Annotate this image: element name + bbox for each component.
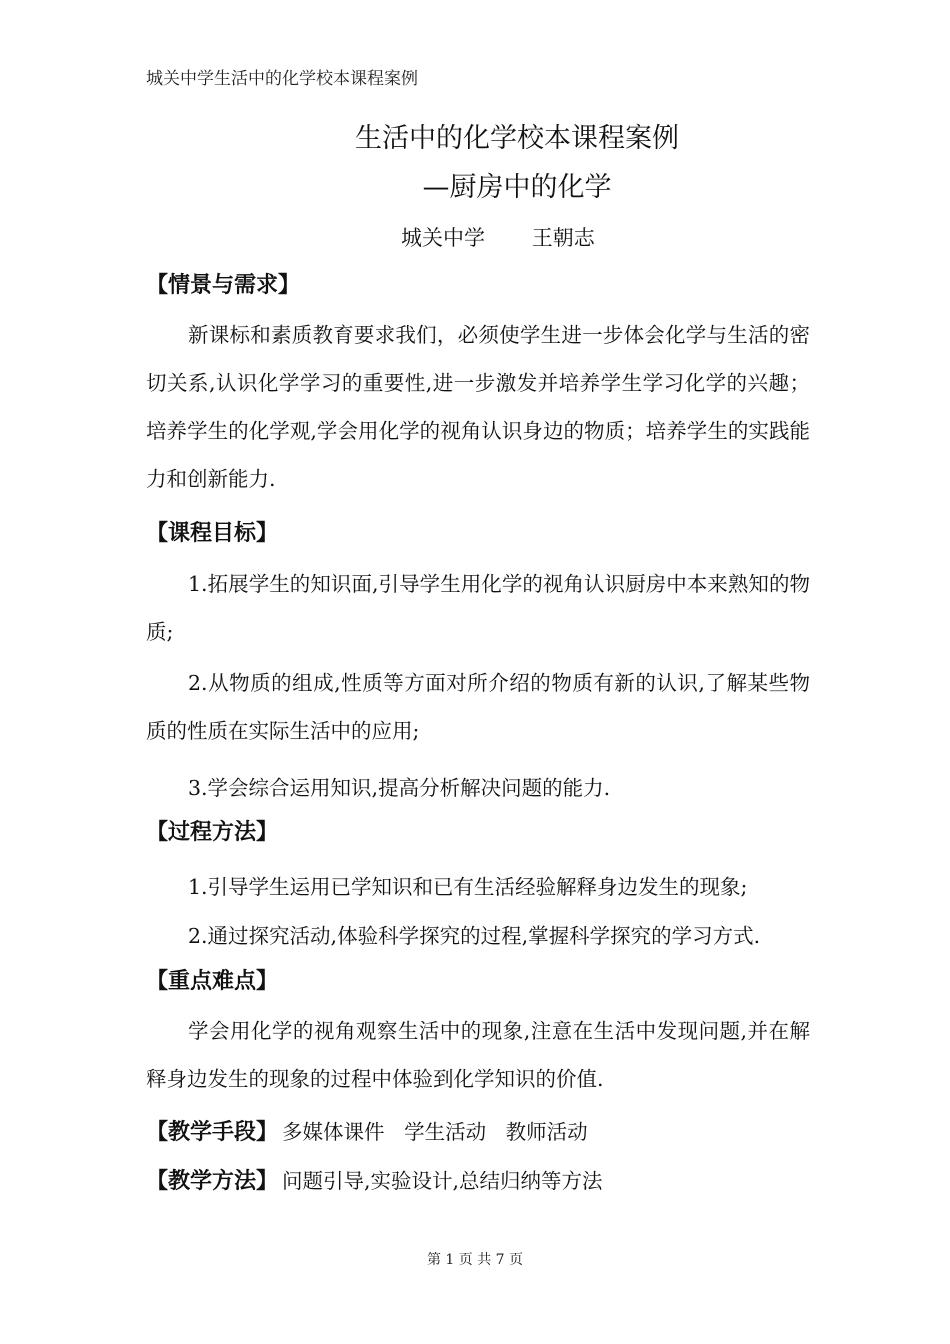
- section-heading-methods: 【教学方法】: [146, 1169, 279, 1194]
- teaching-methods-value: 问题引导,实验设计,总结归纳等方法: [282, 1169, 603, 1193]
- document-subtitle: —厨房中的化学: [422, 172, 612, 203]
- section-heading-situation: 【情景与需求】: [146, 273, 301, 298]
- page-number-footer: 第 1 页 共 7 页: [426, 1252, 524, 1268]
- section-heading-means: 【教学手段】: [146, 1120, 279, 1145]
- keypoints-paragraph: 学会用化学的视角观察生活中的现象,注意在生活中发现问题,并在解释身边发生的现象的过程中体验到化学知识的价值.: [146, 1019, 810, 1091]
- section-heading-process: 【过程方法】: [146, 820, 279, 845]
- teaching-methods-row: [146, 1164, 603, 1195]
- section-heading-keypoints: 【重点难点】: [146, 969, 279, 994]
- process-item-2: 2.通过探究活动,体验科学探究的过程,掌握科学探究的学习方式.: [188, 924, 761, 948]
- section-heading-goals: 【课程目标】: [146, 521, 279, 546]
- running-header: 城关中学生活中的化学校本课程案例: [146, 69, 418, 89]
- teaching-means-value: 多媒体课件 学生活动 教师活动: [282, 1120, 588, 1144]
- goal-item-2: 2.从物质的组成,性质等方面对所介绍的物质有新的认识,了解某些物质的性质在实际生活中的应用;: [146, 671, 810, 743]
- situation-paragraph: 新课标和素质教育要求我们，必须使学生进一步体会化学与生活的密切关系,认识化学学习的重要性,进一步激发并培养学生学习化学的兴趣；培养学生的化学观,学会用化学的视角认识身边的物质；培养学生的实践能力和创新能力.: [146, 323, 810, 491]
- goal-item-1: 1.拓展学生的知识面,引导学生用化学的视角认识厨房中本来熟知的物质;: [146, 572, 810, 644]
- goal-item-3: 3.学会综合运用知识,提高分析解决问题的能力.: [188, 776, 611, 800]
- process-item-1: 1.引导学生运用已学知识和已有生活经验解释身边发生的现象;: [188, 875, 748, 899]
- author-line: 城关中学 王朝志: [401, 226, 595, 250]
- document-title: 生活中的化学校本课程案例: [355, 123, 679, 154]
- teaching-means-row: [146, 1115, 588, 1146]
